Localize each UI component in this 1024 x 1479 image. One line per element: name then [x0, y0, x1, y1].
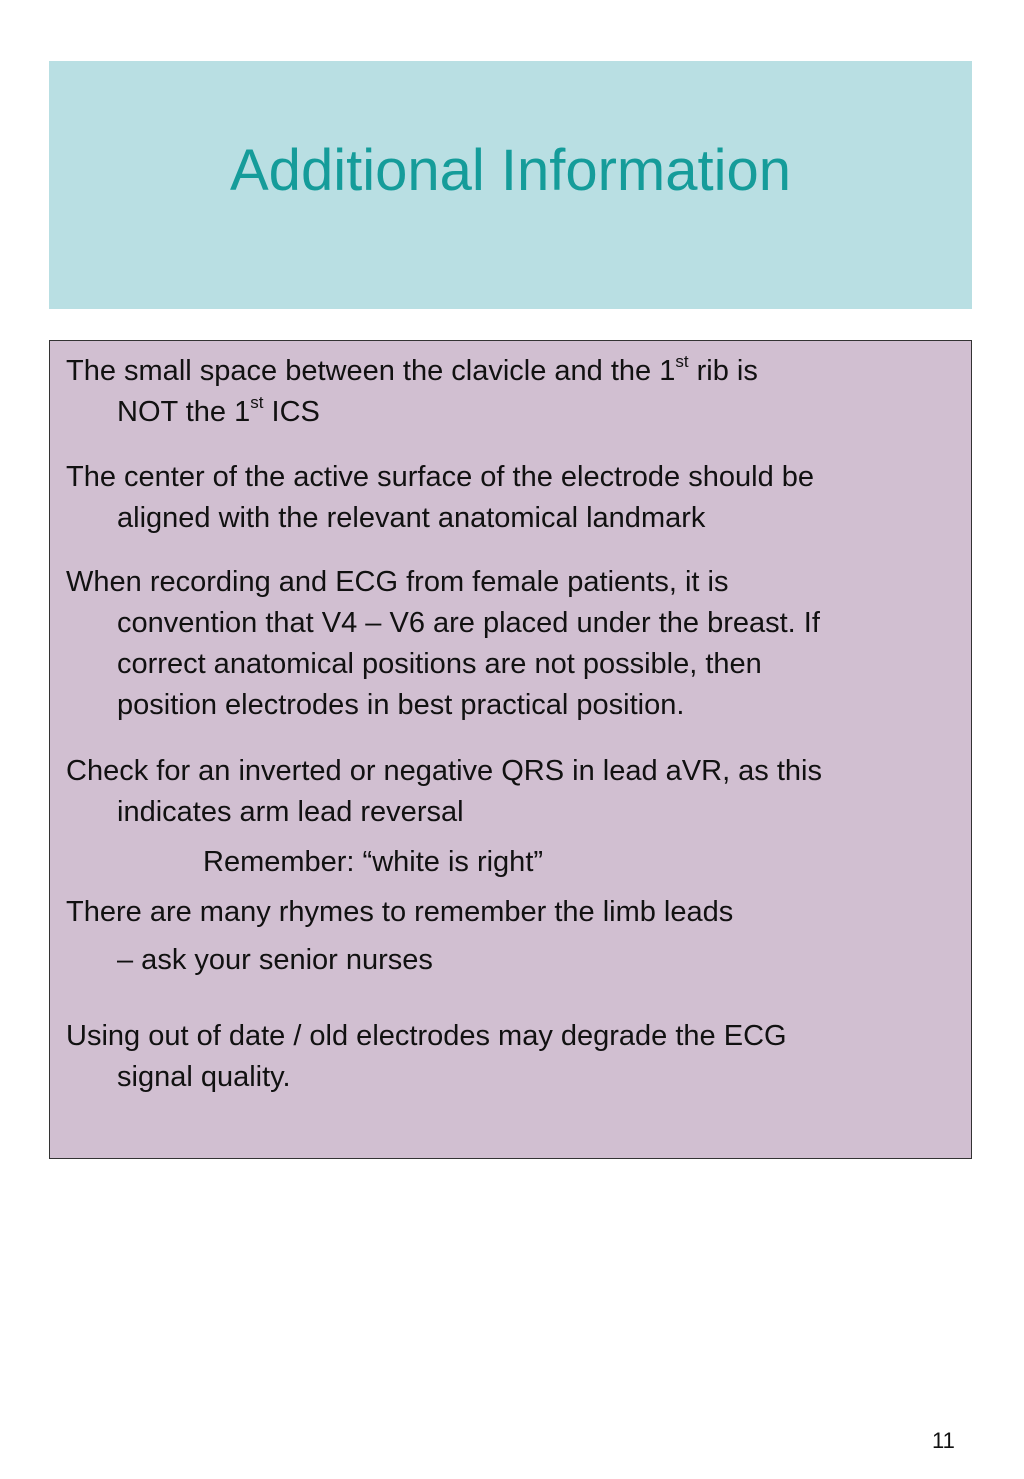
slide-title: Additional Information — [230, 137, 791, 203]
paragraph-line: aligned with the relevant anatomical landmark — [117, 502, 706, 534]
paragraph-line: Using out of date / old electrodes may degrade the ECG — [66, 1020, 787, 1052]
paragraph-line: position electrodes in best practical position. — [117, 689, 685, 721]
page-number: 11 — [932, 1428, 955, 1453]
superscript: st — [675, 352, 689, 372]
paragraph-line: The center of the active surface of the electrode should be — [66, 461, 815, 493]
paragraph-female-patients — [66, 562, 966, 726]
paragraph-rhymes — [66, 892, 966, 933]
paragraph-line: signal quality. — [117, 1061, 291, 1093]
paragraph-line: correct anatomical positions are not possible, then — [117, 648, 762, 680]
paragraph-line: NOT the 1st ICS — [117, 393, 320, 428]
paragraph-senior-nurses — [66, 940, 966, 981]
superscript: st — [250, 393, 264, 413]
paragraph-line: convention that V4 – V6 are placed under the breast. If — [117, 607, 820, 639]
paragraph-line: indicates arm lead reversal — [117, 796, 464, 828]
paragraph-clavicle — [66, 351, 966, 433]
paragraph-line: Check for an inverted or negative QRS in lead aVR, as this — [66, 755, 822, 787]
paragraph-line: When recording and ECG from female patients, it is — [66, 566, 729, 598]
paragraph-line: Remember: “white is right” — [203, 846, 544, 878]
paragraph-line: – ask your senior nurses — [117, 944, 433, 976]
paragraph-old-electrodes — [66, 1016, 966, 1098]
paragraph-line: The small space between the clavicle and the 1st rib is — [66, 352, 758, 387]
paragraph-electrode-center — [66, 457, 966, 539]
remember-note — [66, 842, 966, 883]
paragraph-avr-check — [66, 751, 966, 833]
content-box — [49, 340, 972, 1159]
title-box — [49, 61, 972, 309]
paragraph-line: There are many rhymes to remember the limb leads — [66, 896, 734, 928]
